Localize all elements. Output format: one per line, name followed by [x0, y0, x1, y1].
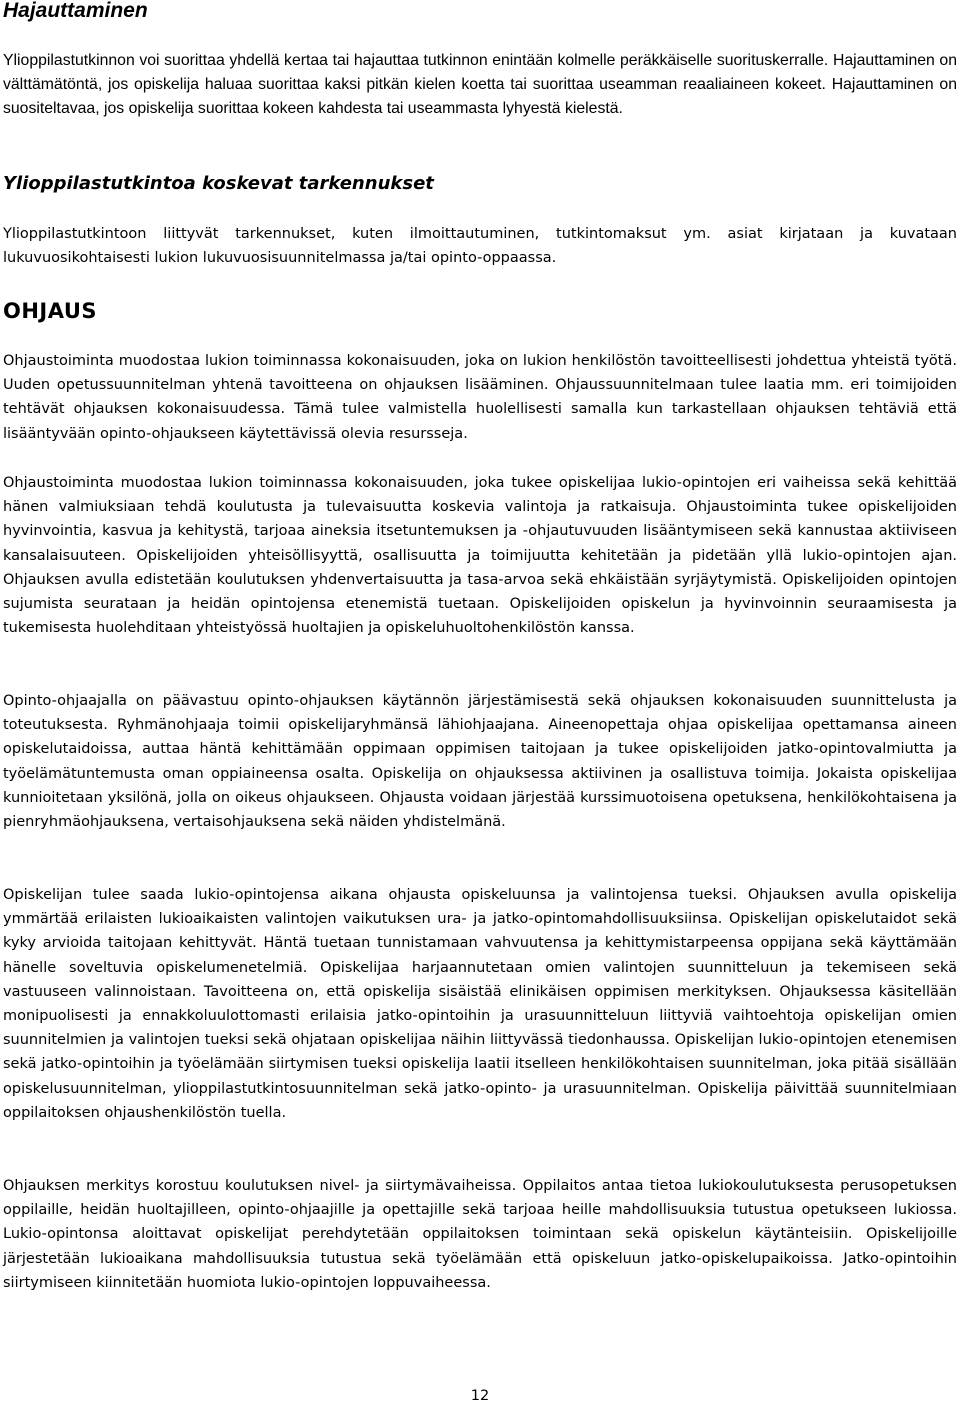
paragraph-ohjaus-2: Ohjaustoiminta muodostaa lukion toiminnassa kokonaisuuden, joka tukee opiskelijaa lukio-opintojen eri vaiheissa sekä kehittää hänen valmiuksiaan tehdä koulutusta ja tulevaisuutta koskevia valintoja ja ratkaisuja. Ohjaustoiminta tukee opiskelijoiden hyvinvointia, kasvua ja kehitystä, tarjoaa aineksia itsetuntemuksen ja -ohjautuvuuden lisääntymiseen sekä kannustaa aktiiviseen kansalaisuuteen. Opiskelijoiden yhteisöllisyyttä, osallisuutta ja toimijuutta kehitetään ja pidetään yllä lukio-opintojen ajan. Ohjauksen avulla edistetään koulutuksen yhdenvertaisuutta ja tasa-arvoa sekä ehkäistään syrjäytymistä. Opiskelijoiden opintojen sujumista seurataan ja heidän opintojensa etenemistä tuetaan. Opiskelijoiden opiskelun ja hyvinvoinnin seuraamisesta ja tukemisesta huolehditaan yhteistyössä huoltajien ja opiskeluhuoltohenkilöstön kanssa.	[3, 475, 957, 637]
page-number: 12	[470, 1388, 490, 1404]
paragraph-tarkennukset: Ylioppilastutkintoon liittyvät tarkennukset, kuten ilmoittautuminen, tutkintomaksut ym. asiat kirjataan ja kuvataan lukuvuosikohtaisesti lukion lukuvuosisuunnitelmassa ja/tai opinto-oppaassa.	[3, 226, 957, 267]
paragraph-ohjaus-1: Ohjaustoiminta muodostaa lukion toiminnassa kokonaisuuden, joka on lukion henkilöstön tavoitteellisesti johdettua yhteistä työtä. Uuden opetussuunnitelman yhtenä tavoitteena on ohjauksen lisääminen. Ohjaussuunnitelmaan tulee laatia mm. eri toimijoiden tehtävät ohjauksen kokonaisuudessa. Tämä tulee valmistella huolellisesti samalla kun tarkastellaan ohjauksen tehtäviä että lisääntyvään opinto-ohjaukseen käytettävissä olevia resursseja.	[3, 353, 957, 442]
paragraph-ohjaus-3: Opinto-ohjaajalla on päävastuu opinto-ohjauksen käytännön järjestämisestä sekä ohjauksen kokonaisuuden suunnittelusta ja toteutuksesta. Ryhmänohjaaja toimii opiskelijaryhmänsä lähiohjaajana. Aineenopettaja ohjaa opiskelijaa opettamansa aineen opiskelutaidoissa, auttaa häntä kehittämään oppimaan oppimisen taitojaan ja tukee opiskelijoiden jatko-opintovalmiutta ja työelämätuntemusta oman oppiaineensa osalta. Opiskelija on ohjauksessa aktiivinen ja osallistuva toimija. Jokaista opiskelijaa kunnioitetaan yksilönä, jolla on oikeus ohjaukseen. Ohjausta voidaan järjestää kurssimuotoisena opetuksena, henkilökohtaisena ja pienryhmäohjauksena, vertaisohjauksena sekä näiden yhdistelmänä.	[3, 693, 957, 831]
paragraph-ohjaus-4: Opiskelijan tulee saada lukio-opintojensa aikana ohjausta opiskeluunsa ja valintojensa tueksi. Ohjauksen avulla opiskelija ymmärtää erilaisten lukioaikaisten valintojen vaikutuksen ura- ja jatko-opintomahdollisuuksiinsa. Opiskelijan opiskelutaidot sekä kyky arvioida taitojaan kehittyvät. Häntä tuetaan tunnistamaan vahvuutensa ja kehittymistarpeensa oppijana sekä käyttämään hänelle soveltuvia opiskelumenetelmiä. Opiskelijaa harjaannutetaan omien valintojen suunnitteluun ja tekemiseen sekä vastuuseen valinnoistaan. Tavoitteena on, että opiskelija sisäistää elinikäisen oppimisen merkityksen. Ohjauksessa käsitellään monipuolisesti ja ennakkoluulottomasti erilaisia jatko-opintoihin ja urasuunnitteluun liittyviä vaihtoehtoja opiskelijan omien suunnitelmien ja valintojen tueksi sekä ohjataan opiskelijaa näihin liittyvässä tiedonhaussa. Opiskelijan lukio-opintojen etenemisen sekä jatko-opintoihin ja työelämään siirtymisen tueksi opiskelija laatii itselleen henkilökohtaisen suunnitelman, joka pitää sisällään opiskelusuunnitelman, ylioppilastutkintosuunnitelman sekä jatko-opinto- ja urasuunnitelman. Opiskelija päivittää suunnitelmiaan oppilaitoksen ohjaushenkilöstön tuella.	[3, 887, 957, 1121]
section-heading-ohjaus: OHJAUS	[3, 299, 98, 323]
paragraph-ohjaus-5: Ohjauksen merkitys korostuu koulutuksen nivel- ja siirtymävaiheissa. Oppilaitos antaa tietoa lukiokoulutuksesta perusopetuksen oppilaille, heidän huoltajilleen, opinto-ohjaajille ja opettajille sekä tarjoaa heille mahdollisuuksia tutustua opetukseen lukiossa. Lukio-opintonsa aloittavat opiskelijat perehdytetään oppilaitoksen toimintaan sekä opiskelun käytänteisiin. Opiskelijoille järjestetään lukioaikana mahdollisuuksia tutustua sekä työelämään että opiskeluun jatko-opiskelupaikoissa. Jatko-opintoihin siirtymiseen kiinnitetään huomiota lukio-opintojen loppuvaiheessa.	[3, 1178, 957, 1291]
section-heading-tarkennukset: Ylioppilastutkintoa koskevat tarkennukset	[3, 173, 434, 194]
section-heading-hajauttaminen: Hajauttaminen	[3, 0, 148, 22]
paragraph-hajauttaminen: Ylioppilastutkinnon voi suorittaa yhdellä kertaa tai hajauttaa tutkinnon enintään kolmelle peräkkäiselle suorituskerralle. Hajauttaminen on välttämätöntä, jos opiskelija haluaa suorittaa kaksi pitkän kielen koetta tai suorittaa useamman reaaliaineen kokeet. Hajauttaminen on suositeltavaa, jos opiskelija suorittaa kokeen kahdesta tai useammasta lyhyestä kielestä.	[3, 52, 957, 118]
